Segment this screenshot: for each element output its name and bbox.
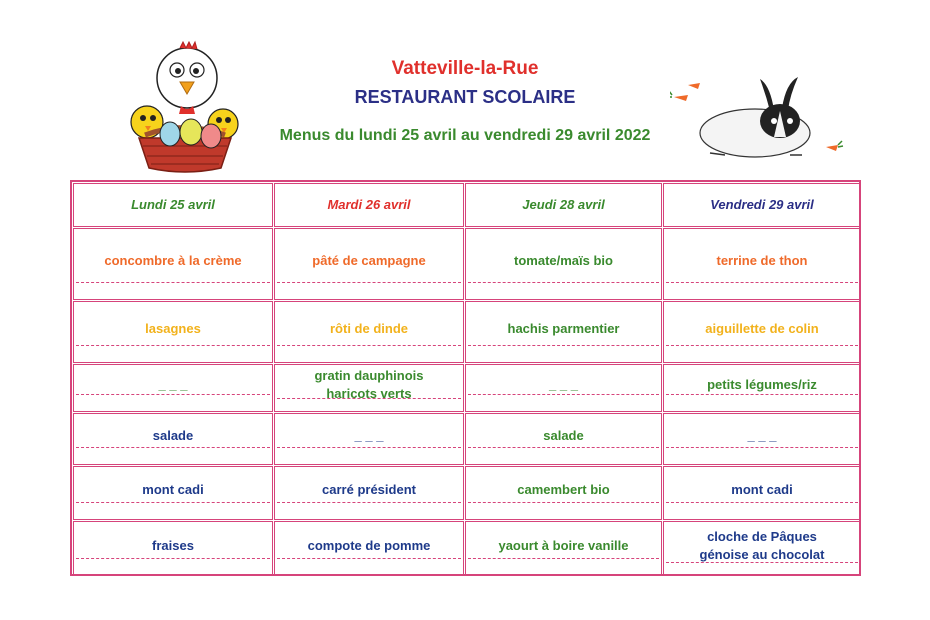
menu-table	[70, 180, 861, 576]
menu-cell	[274, 364, 464, 412]
menu-cell	[465, 364, 662, 412]
page-title: RESTAURANT SCOLAIRE	[354, 87, 576, 107]
menu-cell	[465, 301, 662, 363]
dish-name: _ _ _	[549, 377, 578, 392]
menu-cell	[73, 228, 273, 300]
menu-cell	[465, 466, 662, 520]
town-name: Vatteville-la-Rue	[391, 58, 539, 79]
dish-name: petits légumes/riz	[707, 377, 817, 392]
dish-name: pâté de campagne	[312, 253, 426, 268]
day-header: Mardi 26 avril	[274, 183, 464, 227]
menu-cell	[663, 228, 861, 300]
dish-name: aiguillette de colin	[705, 321, 819, 336]
dish-name: tomate/maïs bio	[514, 253, 613, 268]
menu-cell	[274, 228, 464, 300]
dish-name: yaourt à boire vanille	[498, 537, 629, 553]
day-header: Jeudi 28 avril	[465, 183, 662, 227]
dish-name: fraises	[152, 537, 194, 553]
day-header: Lundi 25 avril	[73, 183, 273, 227]
menu-cell	[663, 466, 861, 520]
dish-name: rôti de dinde	[330, 321, 408, 336]
menu-cell	[274, 301, 464, 363]
menu-cell	[73, 466, 273, 520]
dish-name: camembert bio	[517, 482, 610, 497]
menu-cell	[73, 301, 273, 363]
menu-cell	[73, 364, 273, 412]
dish-name: _ _ _	[747, 428, 777, 443]
menu-cell	[73, 521, 273, 576]
menu-cell	[274, 413, 464, 465]
menu-cell	[663, 413, 861, 465]
menu-period: Menus du lundi 25 avril au vendredi 29 avril 2022	[279, 127, 651, 144]
dish-name: _ _ _	[354, 428, 384, 443]
dish-name: mont cadi	[731, 482, 793, 497]
day-header: Vendredi 29 avril	[663, 183, 861, 227]
menu-cell	[274, 521, 464, 576]
bunny-with-carrots-illustration	[670, 75, 850, 165]
menu-cell	[465, 521, 662, 576]
chicks-easter-basket-illustration	[125, 40, 245, 175]
menu-cell	[465, 413, 662, 465]
dish-name: gratin dauphinois	[314, 368, 424, 383]
menu-cell	[663, 364, 861, 412]
menu-cell	[465, 228, 662, 300]
dish-name: mont cadi	[142, 482, 204, 497]
dish-name: _ _ _	[158, 377, 188, 392]
dish-name: lasagnes	[145, 321, 201, 336]
dish-name: carré président	[322, 482, 416, 497]
dish-name: salade	[152, 428, 194, 443]
menu-cell	[663, 521, 861, 576]
dish-name: salade	[543, 428, 584, 443]
dish-name: concombre à la crème	[104, 253, 242, 268]
menu-cell	[73, 413, 273, 465]
menu-cell	[274, 466, 464, 520]
menu-cell	[663, 301, 861, 363]
dish-name: hachis parmentier	[507, 321, 620, 336]
dish-name: terrine de thon	[716, 253, 808, 268]
dish-name: haricots verts	[326, 386, 412, 401]
dish-name: cloche de Pâques	[707, 528, 817, 544]
dish-name: compote de pomme	[307, 537, 431, 553]
dish-name: génoise au chocolat	[699, 546, 825, 562]
